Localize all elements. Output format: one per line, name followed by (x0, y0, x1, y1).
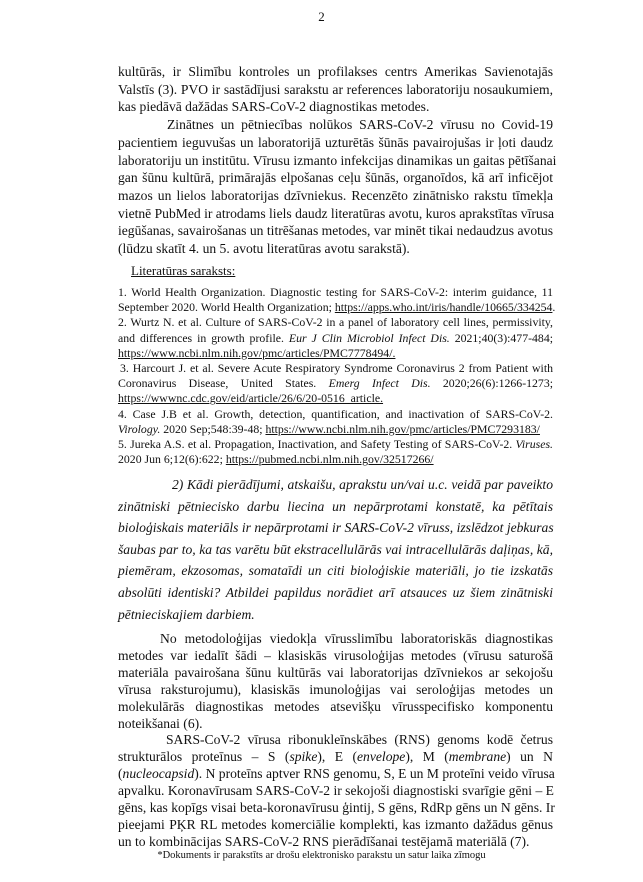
reference-line (118, 437, 553, 452)
text: kas piedāvā dažādas SARS-CoV-2 diagnostikas metodes. (118, 99, 430, 115)
text: gan šūnu kultūrā, primārajās elpošanas ceļu šūnās, organoīdos, kā arī inficējot (118, 170, 553, 186)
italic-text: Emerg Infect Dis. (328, 376, 431, 391)
text: ). N proteīns aptver RNS genomu, S, E un M proteīni veido vīrusa (194, 766, 555, 782)
text: strukturālos proteīnus – S ( (118, 749, 290, 765)
reference-link[interactable]: https://apps.who.int/iris/handle/10665/334254 (334, 300, 553, 315)
text-line (118, 134, 553, 152)
text-line (118, 766, 553, 783)
text: vīrusa raksturojumu), klasiskās imunoloģijas vai seroloģijas metodes un (118, 681, 553, 697)
text: 2020;26(6):1266-1273; (430, 376, 553, 391)
text-line (118, 496, 553, 518)
paragraph-intro (118, 63, 557, 258)
text-line (118, 539, 553, 561)
italic-text: spike (289, 749, 318, 765)
question-paragraph (118, 474, 553, 625)
text-line (118, 749, 553, 766)
text-line (118, 834, 553, 851)
reference-line (118, 346, 553, 361)
reference-list (118, 285, 556, 467)
italic-text: bioloģiskais materiāls ir nepārprotami ir SARS-CoV-2 vīruss, izslēdzot jebkuras (118, 520, 554, 536)
text-line (118, 152, 557, 170)
text: ( (118, 766, 123, 782)
text: ), E ( (317, 749, 358, 765)
reference-link[interactable]: https://www.ncbi.nlm.nih.gov/pmc/articles/PMC7778494/. (118, 345, 396, 360)
reference-line (118, 376, 553, 391)
reference-line (118, 285, 553, 300)
text-line (118, 81, 553, 99)
text: . (552, 300, 556, 315)
text-line (118, 732, 553, 749)
paragraph-methods (118, 631, 553, 851)
italic-text: pētnieciskajiem darbiem. (118, 606, 255, 622)
text: metodes var iedalīt šādi – klasiskās virusoloģijas metodes (vīrusu saturošā (118, 647, 553, 663)
reference-line (118, 407, 553, 422)
text: World Health Organization (200, 300, 329, 315)
text-line (118, 517, 553, 539)
text-line (118, 699, 553, 716)
text-line (118, 682, 553, 699)
text: 1. World Health Organization. Diagnostic testing for SARS-CoV-2: interim guidance, 11 (118, 285, 553, 299)
reference-line (118, 422, 553, 437)
text: molekulārās diagnostikas metodes atsevišķu vīrusspecifisko komponentu (118, 698, 553, 714)
italic-text: piemēram, ekzosomas, somataīdi un citi bioloģiskie materiāli, jo tie izskatās (118, 563, 553, 579)
reference-line (118, 452, 553, 467)
text-line (118, 582, 553, 604)
reference-line (118, 361, 553, 376)
reference-line (118, 300, 556, 315)
italic-text: nucleocapsid (122, 766, 195, 782)
text: Zinātnes un pētniecības nolūkos SARS-CoV-2 vīrusu no Covid-19 (167, 117, 553, 133)
text-line (118, 783, 553, 800)
text: 2020 Jun 6;12(6):622; (118, 452, 226, 467)
text: 2021;40(3):477-484; (449, 330, 553, 345)
text-line (118, 716, 553, 733)
text-line (118, 187, 553, 205)
text-line (118, 222, 553, 240)
text: pieejami PĶR RL metodes komerciālie komplekti, kas izmanto dažādus gēnus (118, 816, 553, 832)
text-line (118, 205, 553, 223)
text: Coronavirus Disease, United States. (118, 376, 329, 391)
text: vietnē PubMed ir atrodams liels daudz literatūras avotu, kuros aprakstītas vīrusa (118, 205, 555, 221)
reference-line (118, 315, 553, 330)
text: 5. Jureka A.S. et al. Propagation, Inactivation, and Safety Testing of SARS-CoV-2. (118, 437, 516, 452)
reference-line (118, 391, 553, 406)
italic-text: Virology. (118, 421, 161, 436)
text-line (118, 240, 553, 258)
literature-heading: Literatūras saraksts: (131, 263, 236, 278)
text-line (118, 474, 553, 496)
text: noteikšanai (6). (118, 715, 203, 731)
text: ) un N (506, 749, 553, 765)
text: and differences in growth profile. (118, 330, 289, 345)
text: Valstīs (3). PVO ir sastādījusi sarakstu ar references laboratoriju nosaukumiem, (118, 81, 553, 97)
italic-text: envelope (357, 749, 406, 765)
text: 2020 Sep;548:39-48; (160, 421, 266, 436)
text-line (118, 817, 553, 834)
reference-link[interactable]: https://wwwnc.cdc.gov/eid/article/26/6/20-0516_article. (118, 391, 384, 406)
text: materiāla pavairošana šūnu kultūrās vai laboratorijas dzīvniekos ar sekojošu (118, 664, 553, 680)
text-line (118, 63, 553, 81)
italic-text: šaubas par to, ka tas varētu būt ekstracellulārās vai intracellulārās daļiņas, kā, (118, 541, 553, 557)
text-line (118, 800, 553, 817)
reference-link[interactable]: https://pubmed.ncbi.nlm.nih.gov/32517266/ (225, 452, 434, 467)
italic-text: zinātniski pētniecisko darbu liecina un nepārprotami konstatē, ka pētītais (118, 498, 553, 514)
text: 4. Case J.B et al. Growth, detection, quantification, and inactivation of SARS-CoV-2. (118, 406, 553, 421)
text: pacientiem ieguvušas un laboratorijā uzturētās šūnās pavairojušas ir ļoti daudz (118, 134, 553, 150)
text: laboratoriju un institūtu. Vīrusu izmanto infekcijas dinamikas un gaitas pētīšanai (118, 152, 557, 168)
text: 2. Wurtz N. et al. Culture of SARS-CoV-2 in a panel of laboratory cell lines, permissivity, (118, 315, 553, 330)
text: ), M ( (405, 749, 449, 765)
italic-text: Viruses. (515, 437, 553, 452)
text-line (118, 604, 553, 626)
text-line (118, 116, 553, 134)
italic-text: 2) Kādi pierādījumi, atskaišu, aprakstu un/vai u.c. veidā par paveikto (172, 477, 553, 492)
text: September 2020. (118, 300, 201, 315)
italic-text: absolūti identiski? Atbildei papildus norādiet arī atsauces uz šiem zinātniski (118, 584, 553, 600)
text: (lūdzu skatīt 4. un 5. avotu literatūras avotu sarakstā). (118, 241, 410, 257)
text: SARS-CoV-2 vīrusa ribonukleīnskābes (RNS) genoms kodē četrus (166, 732, 553, 748)
text: gēns, kas kopīgs visai beta-koronavīrusu ģintij, S gēns, RdRp gēns un N gēns. Ir (118, 800, 555, 816)
text-line (118, 560, 553, 582)
page-number: 2 (318, 9, 325, 24)
text: un to kombinācijas SARS-CoV-2 RNS pierādīšanai testējamā materiālā (7). (118, 833, 530, 849)
italic-text: membrane (448, 749, 507, 765)
reference-line (118, 331, 553, 346)
text: 3. Harcourt J. et al. Severe Acute Respiratory Syndrome Coronavirus 2 from Patient with (120, 361, 553, 376)
italic-text: Eur J Clin Microbiol Infect Dis. (288, 330, 450, 345)
text-line (118, 98, 553, 116)
text: ; (328, 300, 335, 315)
text: No metodoloģijas viedokļa vīrusslimību laboratoriskās diagnostikas (160, 631, 553, 646)
text: iegūšanas, savairošanas un titrēšanas metodes, var minēt tikai nedaudzus avotus (118, 223, 553, 239)
text: apvalku. Koronavīrusam SARS-CoV-2 ir sekojoši diagnostiski svarīgie gēni – E (118, 783, 554, 799)
text-line (118, 631, 553, 648)
reference-link[interactable]: https://www.ncbi.nlm.nih.gov/pmc/articles/PMC7293183/ (265, 421, 540, 436)
text: kultūrās, ir Slimību kontroles un profilakses centrs Amerikas Savienotajās (118, 64, 553, 79)
text-line (118, 665, 553, 682)
text: mazos un lielos laboratorijas dzīvniekus. Recenzēto zinātnisko rakstu tīmekļa (118, 187, 553, 203)
signature-footnote: *Dokuments ir parakstīts ar drošu elektronisko parakstu un satur laika zīmogu (157, 850, 486, 861)
text-line (118, 648, 553, 665)
text-line (118, 169, 553, 187)
